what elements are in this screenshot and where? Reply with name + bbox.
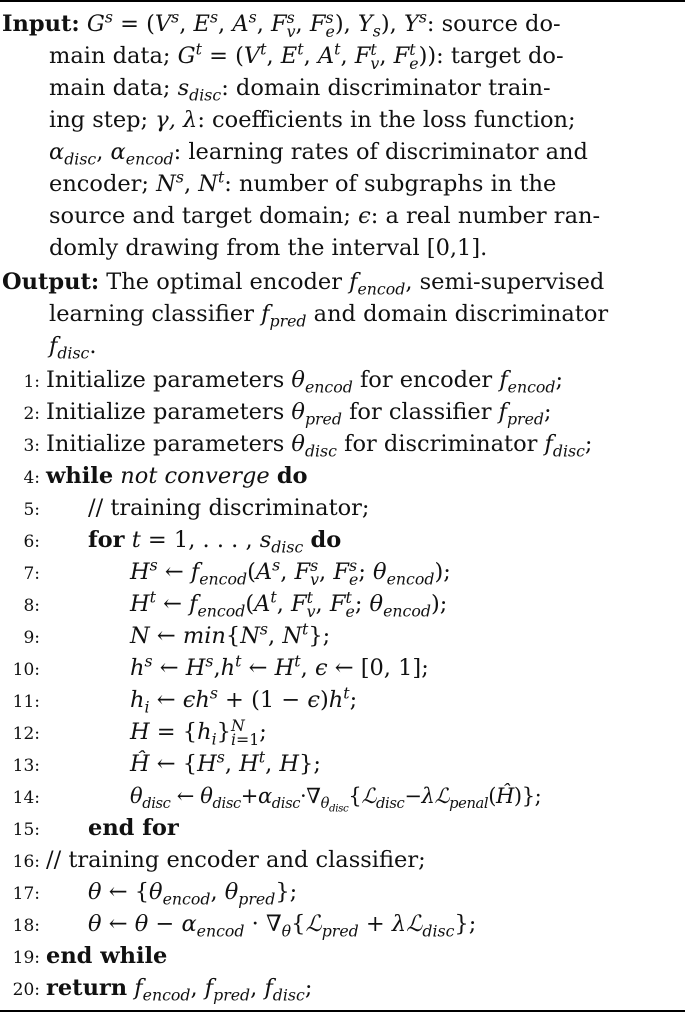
step-14: 14: $\theta_{disc}$ ← $\theta_{disc}+\alpha_{disc}\cdot\nabla_{\theta_{disc}}\{ℒ_{disc}-\lambda ℒ_{penal}(Ĥ)\}$; [12,784,542,815]
input-line-4: ing step; γ, λ: coefficients in the loss function; [49,107,576,133]
step-7: 7: $H^s$ ← $f_{encod}(A^s$, F s v , F s e ; $\theta_{encod}$); [23,555,451,589]
output-line-3: $f_{disc}$. [49,333,97,363]
input-line-6: encoder; $N^s$, $N^t$: number of subgraphs in the [49,167,557,197]
step-4: 4: while not converge do [23,463,308,489]
step-11: 11: $h_i$ ← $\epsilon h^s + (1 - \epsilon)h^t$; [12,683,358,717]
step-5: 5: // training discriminator; [23,495,370,521]
step-13: 13: Ĥ ← {$H^s$, $H^t$, H}; [12,747,321,777]
input-line-7: source and target domain; ϵ: a real number ran- [49,203,601,229]
input-line-3: main data; $s_{disc}$: domain discriminator train- [49,75,551,105]
input-line-2: main data; $G^t = (V^t$, $E^t$, $A^t$, F t v , F t e )): target do- [49,39,564,73]
step-16: 16: // training encoder and classifier; [12,847,426,873]
step-2: 2: Initialize parameters $\theta_{pred}$ for classifier $f_{pred}$; [23,399,552,429]
step-3: 3: Initialize parameters $\theta_{disc}$ for discriminator $f_{disc}$; [23,431,593,461]
input-label: Input: [2,11,80,37]
bottom-rule [0,1010,685,1012]
output-line-1: Output: The optimal encoder $f_{encod}$, semi-supervised [2,269,605,299]
step-15: 15: end for [12,815,179,841]
top-rule [0,0,685,2]
step-18: 18: θ ← $\theta - \alpha_{encod}$ · $\nabla_\theta\{ℒ_{pred}$ + λℒ$_{disc}$}; [12,911,477,941]
step-1: 1: Initialize parameters $\theta_{encod}$ for encoder $f_{encod}$; [23,367,564,397]
step-20: 20: return $f_{encod}$, $f_{pred}$, $f_{disc}$; [12,975,313,1005]
step-17: 17: θ ← {$\theta_{encod}$, $\theta_{pred}$}; [12,879,298,909]
output-line-2: learning classifier $f_{pred}$ and domain discriminator [49,301,609,331]
output-label: Output: [2,269,100,295]
input-line-1: Input: $G^s = (V^s$, $E^s$, $A^s$, F s v , F s e ), $Y_s$), $Y^s$: source do- [2,7,561,41]
input-line-8: domly drawing from the interval [0,1]. [49,235,488,261]
step-12: 12: $H = \{h_i\}$ N i=1 ; [12,715,267,749]
step-9: 9: N ← $\min\{N^s$, $N^t$}; [23,619,331,649]
step-8: 8: $H^t$ ← $f_{encod}(A^t$, F t v , F t e ; $\theta_{encod}$); [23,587,448,621]
step-19: 19: end while [12,943,168,969]
step-10: 10: $h^s$ ← $H^s,h^t$ ← $H^t$, ϵ ← [0, 1]; [12,651,429,681]
step-6: 6: for t = 1, . . . , $s_{disc}$ do [23,527,342,557]
input-line-5: $\alpha_{disc}$, $\alpha_{encod}$: learning rates of discriminator and [49,139,588,169]
